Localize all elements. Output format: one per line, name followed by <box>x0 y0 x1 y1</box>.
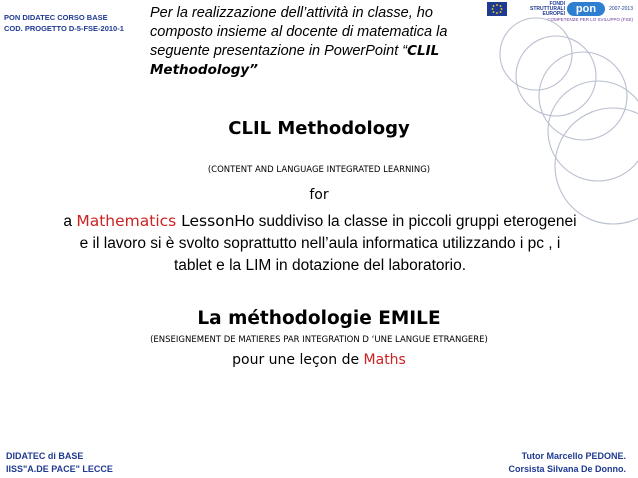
pour-text: pour une leçon de <box>232 352 364 368</box>
emile-title: La méthodologie EMILE <box>197 308 441 329</box>
header-line-1: PON DIDATEC CORSO BASE <box>4 13 108 22</box>
clil-paragraph <box>60 210 580 277</box>
footer-left <box>6 450 113 476</box>
footer-right-line-2: Corsista Silvana De Donno. <box>508 464 626 474</box>
clil-title: CLIL Methodology <box>228 118 410 139</box>
fondi-strutturali-logo <box>521 2 565 16</box>
circle-1 <box>500 18 572 90</box>
pon-logo <box>567 2 605 16</box>
fondi-line-3: EUROPEI <box>542 11 565 17</box>
para-body: Ho suddiviso la classe in piccoli gruppi eterogenei e il lavoro si è svolto soprattutto nell’aula informatica utilizzando i pc , i tablet e la LIM in dotazione del laboratorio. <box>79 213 577 274</box>
para-mathematics: Mathematics <box>76 212 177 230</box>
competenze-label: COMPETENZE PER LO SVILUPPO (FSE) <box>547 17 633 22</box>
footer-right-line-1: Tutor Marcello PEDONE. <box>521 451 626 461</box>
years-label: 2007-2013 <box>609 6 633 12</box>
pon-label: pon <box>575 3 597 15</box>
emile-subtitle: (ENSEIGNEMENT DE MATIERES PAR INTEGRATION D ‘UNE LANGUE ETRANGERE) <box>150 335 488 345</box>
clil-for: for <box>309 187 329 203</box>
footer-right <box>508 450 626 476</box>
para-a: a <box>63 213 77 230</box>
intro-body: Per la realizzazione dell’attività in classe, ho composto insieme al docente di matematica la seguente presentazione in PowerPoint “ <box>150 5 448 59</box>
footer-left-line-2: IISS"A.DE PACE" LECCE <box>6 464 113 474</box>
emile-pour <box>0 352 638 368</box>
clil-subtitle: (CONTENT AND LANGUAGE INTEGRATED LEARNING) <box>207 165 431 175</box>
fondi-line-1: FONDI <box>549 1 565 7</box>
intro-highlight: CLIL Methodology” <box>150 43 440 78</box>
footer-left-line-1: DIDATEC di BASE <box>6 451 84 461</box>
project-header <box>4 12 124 34</box>
fondi-line-2: STRUTTURALI <box>530 6 565 12</box>
pour-maths: Maths <box>363 352 406 368</box>
header-line-2: COD. PROGETTO D-5-FSE-2010-1 <box>4 24 124 33</box>
para-lesson: Lesson <box>176 212 235 230</box>
eu-flag-icon <box>487 2 507 16</box>
intro-text <box>150 4 450 80</box>
